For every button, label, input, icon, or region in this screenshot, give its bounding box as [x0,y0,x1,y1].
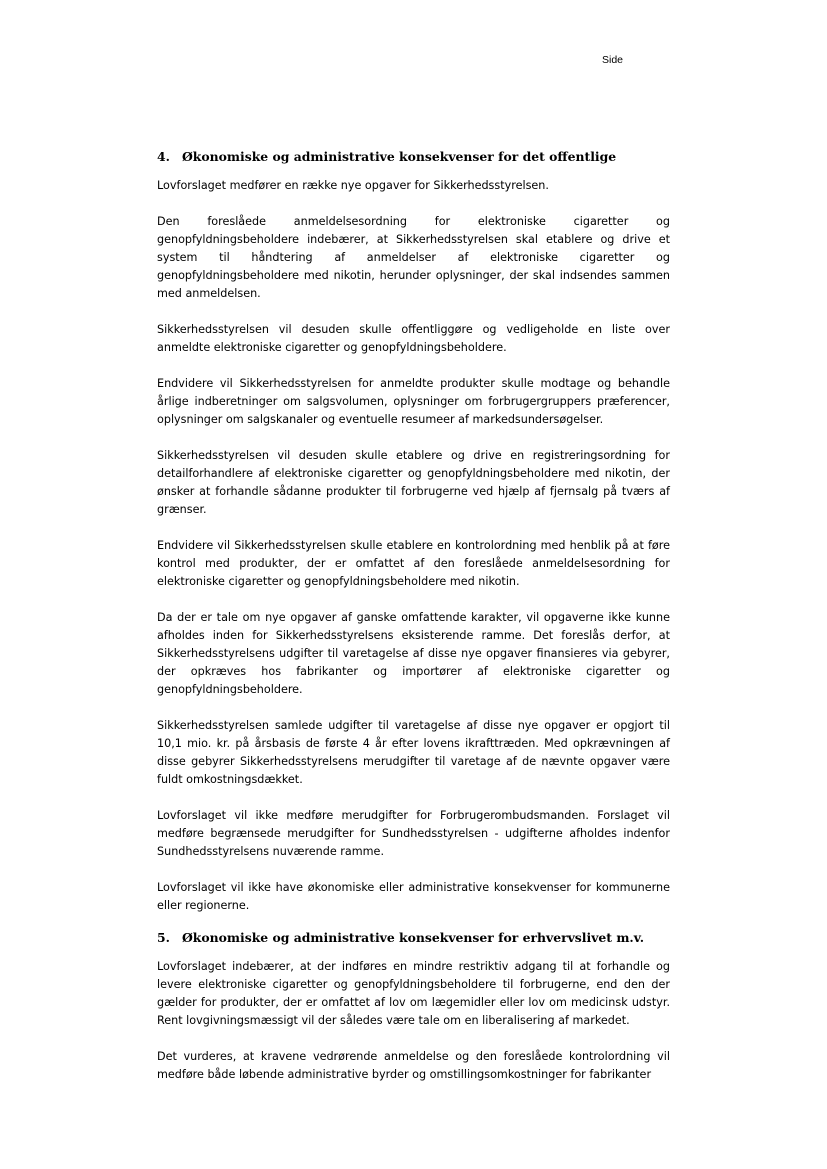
paragraph: Lovforslaget medfører en række nye opgaver for Sikkerhedsstyrelsen. [157,179,549,192]
section-5-heading [157,929,670,947]
section-4-heading [157,148,670,166]
paragraph: Det vurderes, at kravene vedrørende anmeldelse og den foreslåede kontrolordning vil medføre både løbende administrative byrder og omstillingsomkostninger for fabrikanter [157,1050,670,1081]
paragraph: Lovforslaget indebærer, at der indføres en mindre restriktiv adgang til at forhandle og levere elektroniske cigaretter og genopfyldningsbeholdere til forbrugerne, end den der gælder for produkter, der er omfattet af lov om lægemidler eller lov om medicinsk udstyr. Rent lovgivningsmæssigt vil der således være tale om en liberalisering af markedet. [157,960,670,1027]
paragraph: Sikkerhedsstyrelsen vil desuden skulle etablere og drive en registreringsordning for detailforhandlere af elektroniske cigaretter og genopfyldningsbeholdere med nikotin, der ønsker at forhandle sådanne produkter til forbrugerne ved hjælp af fjernsalg på tværs af grænser. [157,449,670,516]
paragraph: Endvidere vil Sikkerhedsstyrelsen skulle etablere en kontrolordning med henblik på at føre kontrol med produkter, der er omfattet af den foreslåede anmeldelsesordning for elektroniske cigaretter og genopfyldningsbeholdere med nikotin. [157,539,670,588]
section-title: Økonomiske og administrative konsekvenser for erhvervslivet m.v. [182,930,645,945]
paragraph: Sikkerhedsstyrelsen vil desuden skulle offentliggøre og vedligeholde en liste over anmeldte elektroniske cigaretter og genopfyldningsbeholdere. [157,323,670,354]
document-body [157,148,670,1102]
paragraph: Lovforslaget vil ikke have økonomiske eller administrative konsekvenser for kommunerne eller regionerne. [157,881,670,912]
section-number: 5. [157,930,170,945]
paragraph: Lovforslaget vil ikke medføre merudgifter for Forbrugerombudsmanden. Forslaget vil medføre begrænsede merudgifter for Sundhedsstyrelsen - udgifterne afholdes indenfor Sundhedsstyrelsens nuværende ramme. [157,809,670,858]
page-label: Side [602,54,624,66]
paragraph: Da der er tale om nye opgaver af ganske omfattende karakter, vil opgaverne ikke kunne afholdes inden for Sikkerhedsstyrelsens eksisterende ramme. Det foreslås derfor, at Sikkerhedsstyrelsens udgifter til varetagelse af disse nye opgaver finansieres via gebyrer, der opkræves hos fabrikanter og importører af elektroniske cigaretter og genopfyldningsbeholdere. [157,611,670,696]
paragraph: Den foreslåede anmeldelsesordning for elektroniske cigaretter og genopfyldningsbeholdere indebærer, at Sikkerhedsstyrelsen skal etablere og drive et system til håndtering af anmeldelser af elektroniske cigaretter og genopfyldningsbeholdere med nikotin, herunder oplysninger, der skal indsendes sammen med anmeldelsen. [157,215,670,300]
paragraph: Sikkerhedsstyrelsen samlede udgifter til varetagelse af disse nye opgaver er opgjort til 10,1 mio. kr. på årsbasis de første 4 år efter lovens ikrafttræden. Med opkrævningen af disse gebyrer Sikkerhedsstyrelsens merudgifter til varetage af de nævnte opgaver være fuldt omkostningsdækket. [157,719,670,786]
paragraph: Endvidere vil Sikkerhedsstyrelsen for anmeldte produkter skulle modtage og behandle årlige indberetninger om salgsvolumen, oplysninger om forbrugergruppers præferencer, oplysninger om salgskanaler og eventuelle resumeer af markedsundersøgelser. [157,377,670,426]
section-number: 4. [157,149,170,164]
section-title: Økonomiske og administrative konsekvenser for det offentlige [182,149,617,164]
